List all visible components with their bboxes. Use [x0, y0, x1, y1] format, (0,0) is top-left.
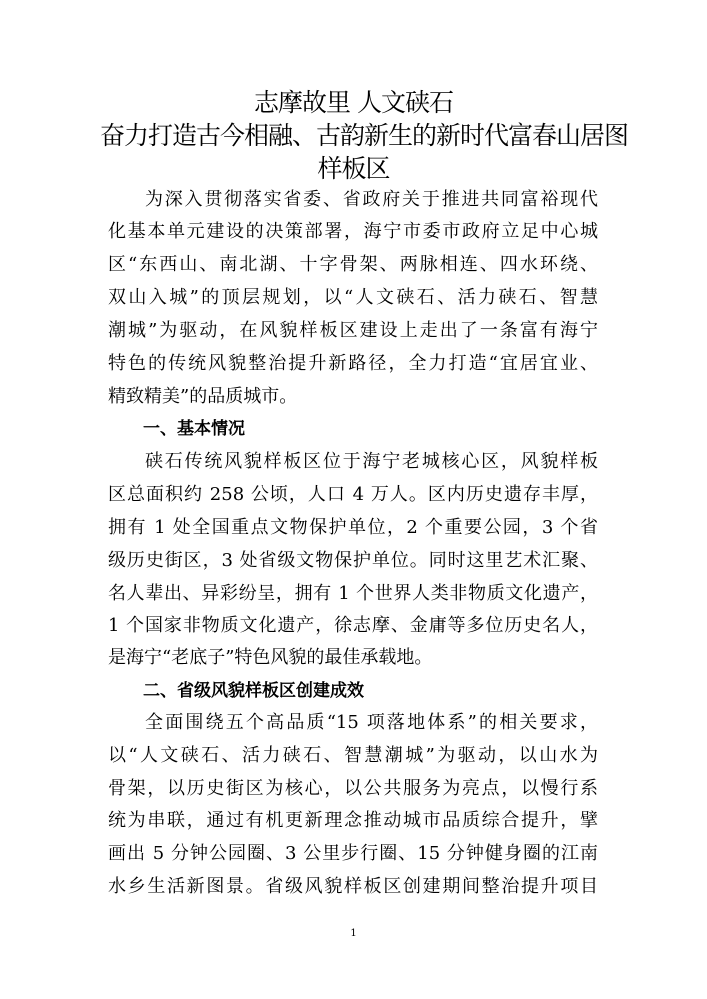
paragraph-3-line: 以“人文硖石、活力硖石、智慧潮城”为驱动，以山水为 — [108, 745, 598, 766]
paragraph-1-line: 化基本单元建设的决策部署，海宁市委市政府立足中心城 — [108, 221, 598, 242]
paragraph-1-line: 特色的传统风貌整治提升新路径，全力打造“宜居宜业、 — [108, 353, 598, 374]
paragraph-1-line: 双山入城”的顶层规划，以“人文硖石、活力硖石、智慧 — [108, 287, 598, 308]
paragraph-1-line: 区“东西山、南北湖、十字骨架、两脉相连、四水环绕、 — [108, 254, 598, 275]
page-number: 1 — [350, 928, 357, 939]
title-line-2: 奋力打造古今相融、古韵新生的新时代富春山居图 — [100, 121, 629, 150]
paragraph-3-line: 画出 5 分钟公园圈、3 公里步行圈、15 分钟健身圈的江南 — [108, 843, 598, 864]
section-heading: 二、省级风貌样板区创建成效 — [143, 681, 364, 701]
paragraph-1-line: 潮城”为驱动，在风貌样板区建设上走出了一条富有海宁 — [108, 320, 598, 341]
section-heading: 一、基本情况 — [143, 419, 245, 439]
paragraph-3-line: 全面围绕五个高品质“15 项落地体系”的相关要求， — [145, 712, 598, 733]
paragraph-2-line: 级历史街区，3 处省级文物保护单位。同时这里艺术汇聚、 — [108, 550, 598, 571]
title-line-3: 样板区 — [317, 154, 390, 183]
paragraph-3-line: 水乡生活新图景。省级风貌样板区创建期间整治提升项目 — [108, 876, 598, 897]
paragraph-2-line: 1 个国家非物质文化遗产，徐志摩、金庸等多位历史名人， — [108, 615, 598, 636]
paragraph-3-line: 统为串联，通过有机更新理念推动城市品质综合提升，擘 — [108, 810, 598, 831]
paragraph-2-line: 名人辈出、异彩纷呈，拥有 1 个世界人类非物质文化遗产， — [108, 583, 598, 604]
paragraph-2-line: 区总面积约 258 公顷，人口 4 万人。区内历史遗存丰厚， — [108, 484, 598, 505]
paragraph-2-line: 拥有 1 处全国重点文物保护单位，2 个重要公园，3 个省 — [108, 517, 598, 538]
paragraph-2-line: 是海宁“老底子”特色风貌的最佳承载地。 — [108, 647, 433, 668]
paragraph-1-line: 精致精美”的品质城市。 — [108, 386, 298, 407]
paragraph-1-line: 为深入贯彻落实省委、省政府关于推进共同富裕现代 — [145, 189, 598, 210]
paragraph-3-line: 骨架，以历史街区为核心，以公共服务为亮点，以慢行系 — [108, 778, 598, 799]
paragraph-2-line: 硖石传统风貌样板区位于海宁老城核心区，风貌样板 — [145, 451, 598, 472]
title-line-1: 志摩故里 人文硖石 — [254, 88, 453, 117]
